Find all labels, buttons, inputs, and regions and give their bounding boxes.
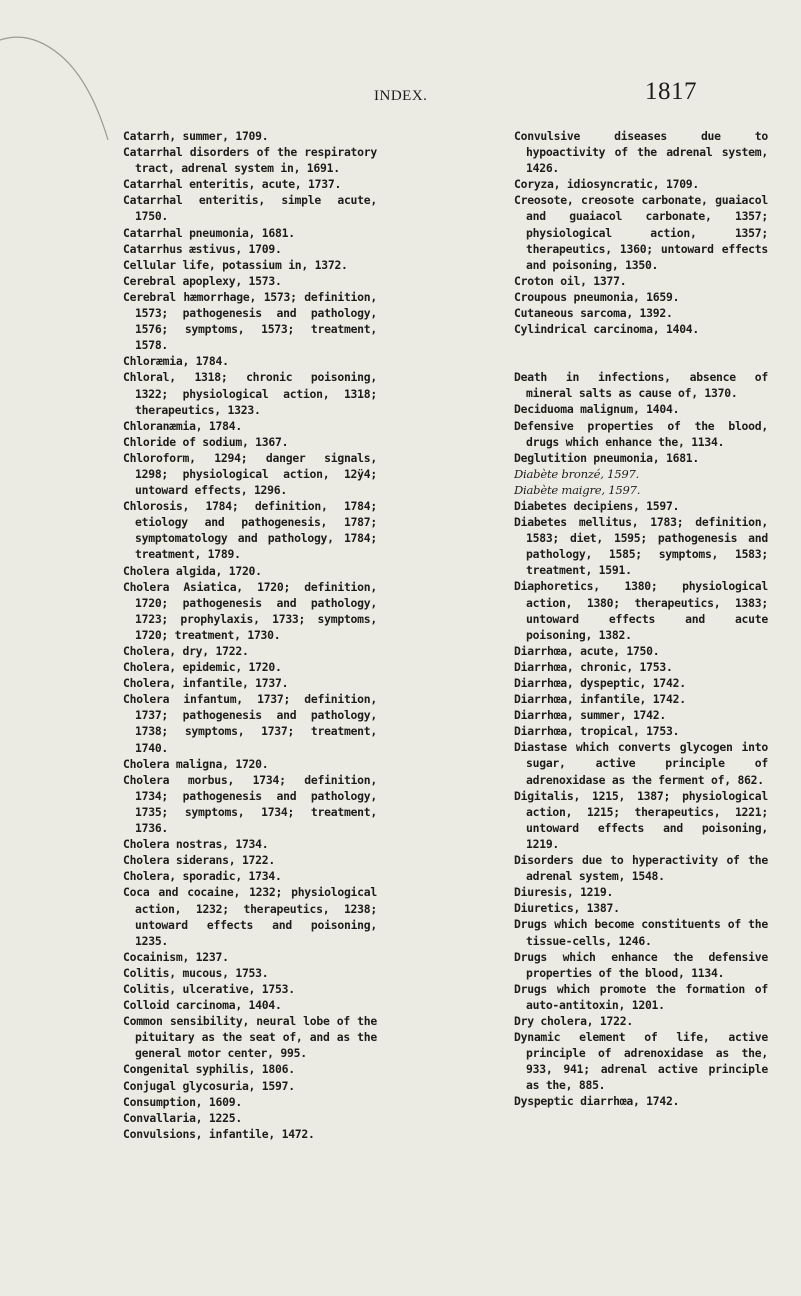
index-entry: Diabetes mellitus, 1783; definition, 1583; diet, 1595; pathogenesis and pathology, 1585; symptoms, 1583; treatment, 1591.	[514, 515, 768, 578]
index-entry: Catarrhal enteritis, simple acute, 1750.	[123, 193, 377, 224]
index-entry: Cerebral hæmorrhage, 1573; definition, 1573; pathogenesis and pathology, 1576; symptoms, 1573; treatment, 1578.	[123, 289, 377, 353]
index-entry: Death in infections, absence of mineral salts as cause of, 1370.	[514, 370, 768, 401]
index-entry: Cholera maligna, 1720.	[123, 756, 269, 771]
index-entry: Cholera infantum, 1737; definition, 1737; pathogenesis and pathology, 1738; symptoms, 1737; treatment, 1740.	[123, 692, 377, 755]
index-entry: Coca and cocaine, 1232; physiological action, 1232; therapeutics, 1238; untoward effects and poisoning, 1235.	[123, 885, 377, 948]
index-entry: Cholera nostras, 1734.	[123, 837, 269, 852]
index-entry: Drugs which become constituents of the tissue-cells, 1246.	[514, 917, 768, 948]
index-entry: Diaphoretics, 1380; physiological action, 1380; therapeutics, 1383; untoward effects and acute poisoning, 1382.	[514, 579, 768, 642]
index-entry: Chloral, 1318; chronic poisoning, 1322; physiological action, 1318; therapeutics, 1323.	[123, 370, 377, 417]
index-entry: Cholera, sporadic, 1734.	[123, 869, 282, 884]
index-entry: Conjugal glycosuria, 1597.	[123, 1078, 295, 1093]
right-column-c-entries	[514, 128, 768, 337]
index-entry: Cutaneous sarcoma, 1392.	[514, 306, 673, 321]
index-entry: Defensive properties of the blood, drugs which enhance the, 1134.	[514, 418, 768, 449]
index-entry: Cerebral apoplexy, 1573.	[123, 273, 282, 288]
index-entry: Coryza, idiosyncratic, 1709.	[514, 177, 700, 192]
index-entry: Catarrh, summer, 1709.	[123, 129, 269, 143]
index-entry: Diarrhœa, chronic, 1753.	[514, 659, 673, 674]
page-number: 1817	[645, 78, 697, 105]
index-entry: Drugs which enhance the defensive properties of the blood, 1134.	[514, 949, 768, 980]
index-entry: Consumption, 1609.	[123, 1094, 242, 1109]
index-entry: Convulsions, infantile, 1472.	[123, 1126, 315, 1141]
right-column-d-entries	[514, 369, 768, 1109]
index-entry: Diuresis, 1219.	[514, 885, 614, 900]
index-entry: Cholera siderans, 1722.	[123, 853, 275, 868]
left-column	[123, 128, 377, 1142]
index-entry: Chlorosis, 1784; definition, 1784; etiology and pathogenesis, 1787; symptomatology and pathology, 1784; treatment, 1789.	[123, 499, 377, 562]
index-entry: Chloride of sodium, 1367.	[123, 434, 289, 449]
index-entry: Cholera morbus, 1734; definition, 1734; pathogenesis and pathology, 1735; symptoms, 1734; treatment, 1736.	[123, 772, 377, 836]
index-entry: Catarrhal enteritis, acute, 1737.	[123, 177, 342, 192]
index-entry: Croton oil, 1377.	[514, 273, 627, 288]
index-entry: Diastase which converts glycogen into sugar, active principle of adrenoxidase as the ferment of, 862.	[514, 740, 768, 787]
index-entry: Diabète maigre, 1597.	[514, 482, 641, 497]
index-entry: Dyspeptic diarrhœa, 1742.	[514, 1094, 680, 1109]
right-column	[514, 128, 768, 1110]
index-entry: Cholera, infantile, 1737.	[123, 676, 289, 691]
index-entry: Dynamic element of life, active principle of adrenoxidase as the, 933, 941; adrenal active principle as the, 885.	[514, 1030, 768, 1093]
index-entry: Cholera, dry, 1722.	[123, 644, 249, 658]
index-entry: Croupous pneumonia, 1659.	[514, 289, 680, 304]
index-entry: Diarrhœa, summer, 1742.	[514, 708, 666, 723]
index-entry: Diabetes decipiens, 1597.	[514, 498, 680, 513]
index-entry: Common sensibility, neural lobe of the pituitary as the seat of, and as the general motor center, 995.	[123, 1014, 377, 1061]
header-title: INDEX.	[374, 88, 428, 104]
index-entry: Colloid carcinoma, 1404.	[123, 998, 282, 1013]
index-entry: Diarrhœa, acute, 1750.	[514, 643, 660, 658]
index-entry: Cocainism, 1237.	[123, 949, 229, 964]
index-entry: Congenital syphilis, 1806.	[123, 1062, 295, 1077]
page-header	[0, 78, 801, 108]
index-entry: Diarrhœa, infantile, 1742.	[514, 692, 686, 707]
index-entry: Diarrhœa, dyspeptic, 1742.	[514, 676, 686, 690]
index-entry: Disorders due to hyperactivity of the adrenal system, 1548.	[514, 853, 768, 884]
index-entry: Diabète bronzé, 1597.	[514, 466, 640, 481]
index-entry: Convallaria, 1225.	[123, 1110, 242, 1125]
index-entry: Creosote, creosote carbonate, guaiacol and guaiacol carbonate, 1357; physiological action, 1357; therapeutics, 1360; untoward effects and poisoning, 1350.	[514, 193, 768, 272]
index-entry: Digitalis, 1215, 1387; physiological action, 1215; therapeutics, 1221; untoward effects and poisoning, 1219.	[514, 788, 768, 851]
index-entry: Cylindrical carcinoma, 1404.	[514, 322, 700, 337]
index-entry: Chloranæmia, 1784.	[123, 418, 242, 433]
index-entry: Cellular life, potassium in, 1372.	[123, 257, 348, 272]
index-entry: Colitis, mucous, 1753.	[123, 965, 269, 980]
index-entry: Diuretics, 1387.	[514, 901, 620, 916]
index-entry: Cholera algida, 1720.	[123, 563, 262, 578]
index-entry: Catarrhus æstivus, 1709.	[123, 241, 282, 256]
index-entry: Colitis, ulcerative, 1753.	[123, 981, 295, 996]
index-entry: Catarrhal pneumonia, 1681.	[123, 225, 295, 240]
index-entry: Diarrhœa, tropical, 1753.	[514, 724, 680, 739]
index-entry: Catarrhal disorders of the respiratory tract, adrenal system in, 1691.	[123, 145, 377, 176]
index-entry: Convulsive diseases due to hypoactivity of the adrenal system, 1426.	[514, 129, 768, 176]
index-entry: Dry cholera, 1722.	[514, 1013, 633, 1028]
index-entry: Cholera, epidemic, 1720.	[123, 660, 282, 675]
section-gap	[514, 337, 768, 369]
index-entry: Chloræmia, 1784.	[123, 354, 229, 369]
index-entry: Deciduoma malignum, 1404.	[514, 402, 680, 417]
index-entry: Deglutition pneumonia, 1681.	[514, 450, 700, 465]
index-entry: Cholera Asiatica, 1720; definition, 1720; pathogenesis and pathology, 1723; prophylaxis, 1733; symptoms, 1720; treatment, 1730.	[123, 579, 377, 642]
index-entry: Drugs which promote the formation of auto-antitoxin, 1201.	[514, 981, 768, 1012]
index-entry: Chloroform, 1294; danger signals, 1298; physiological action, 12ÿ4; untoward effects, 1296.	[123, 450, 377, 498]
